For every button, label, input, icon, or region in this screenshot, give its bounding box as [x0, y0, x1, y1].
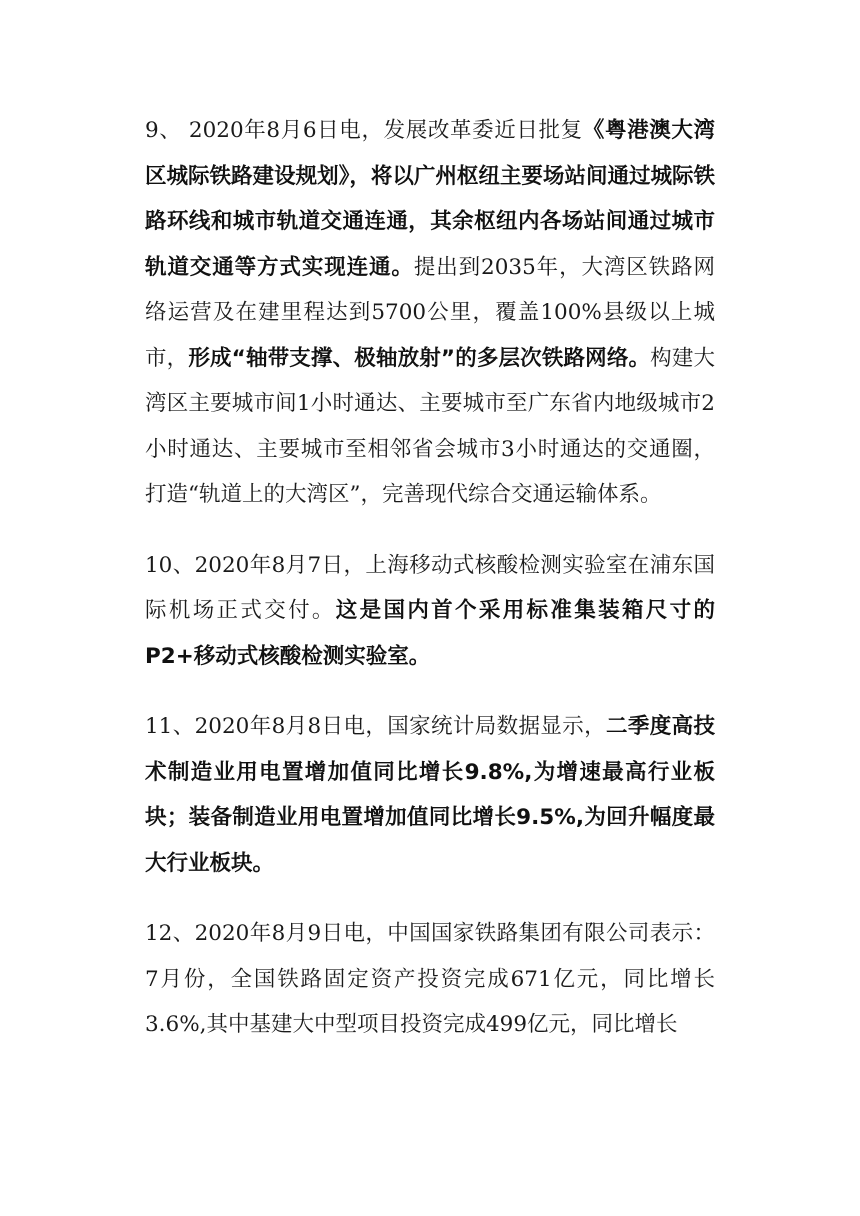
- paragraph-10: [145, 543, 715, 680]
- bold-text-span: 《粤港澳大湾区城际铁路建设规划》，将以广州枢纽主要场站间通过城际铁路环线和城市轨道交通连通，其余枢纽内各场站间通过城市轨道交通等方式实现连通。: [145, 118, 715, 280]
- paragraph-12: [145, 911, 715, 1048]
- text-span: 12、2020年8月9日电，中国国家铁路集团有限公司表示：7月份，全国铁路固定资产投资完成671亿元，同比增长3.6%,其中基建大中型项目投资完成499亿元，同比增长: [145, 921, 715, 1037]
- text-span: 11、2020年8月8日电，国家统计局数据显示，: [145, 714, 606, 739]
- paragraph-9: [145, 108, 715, 518]
- bold-text-span: 形成“轴带支撑、极轴放射”的多层次铁路网络。: [188, 345, 651, 371]
- paragraph-11: [145, 704, 715, 886]
- text-span: 构建大湾区主要城市间1小时通达、主要城市至广东省内地级城市2小时通达、主要城市至相邻省会城市3小时通达的交通圈，打造“轨道上的大湾区”，完善现代综合交通运输体系。: [145, 345, 715, 507]
- text-span: 9、 2020年8月6日电，发展改革委近日批复: [145, 118, 583, 143]
- text-span: 提出到2035年，大湾区铁路网络运营及在建里程达到5700公里，覆盖100%县级以上城市，: [145, 254, 715, 371]
- text-span: 10、2020年8月7日，上海移动式核酸检测实验室在浦东国际机场正式交付。: [145, 552, 715, 623]
- document-body: [145, 108, 715, 1073]
- bold-text-span: 二季度高技术制造业用电置增加值同比增长9.8%,为增速最高行业板块；装备制造业用电置增加值同比增长9.5%,为回升幅度最大行业板块。: [145, 714, 715, 876]
- bold-text-span: 这是国内首个采用标准集装箱尺寸的P2+移动式核酸检测实验室。: [145, 598, 715, 669]
